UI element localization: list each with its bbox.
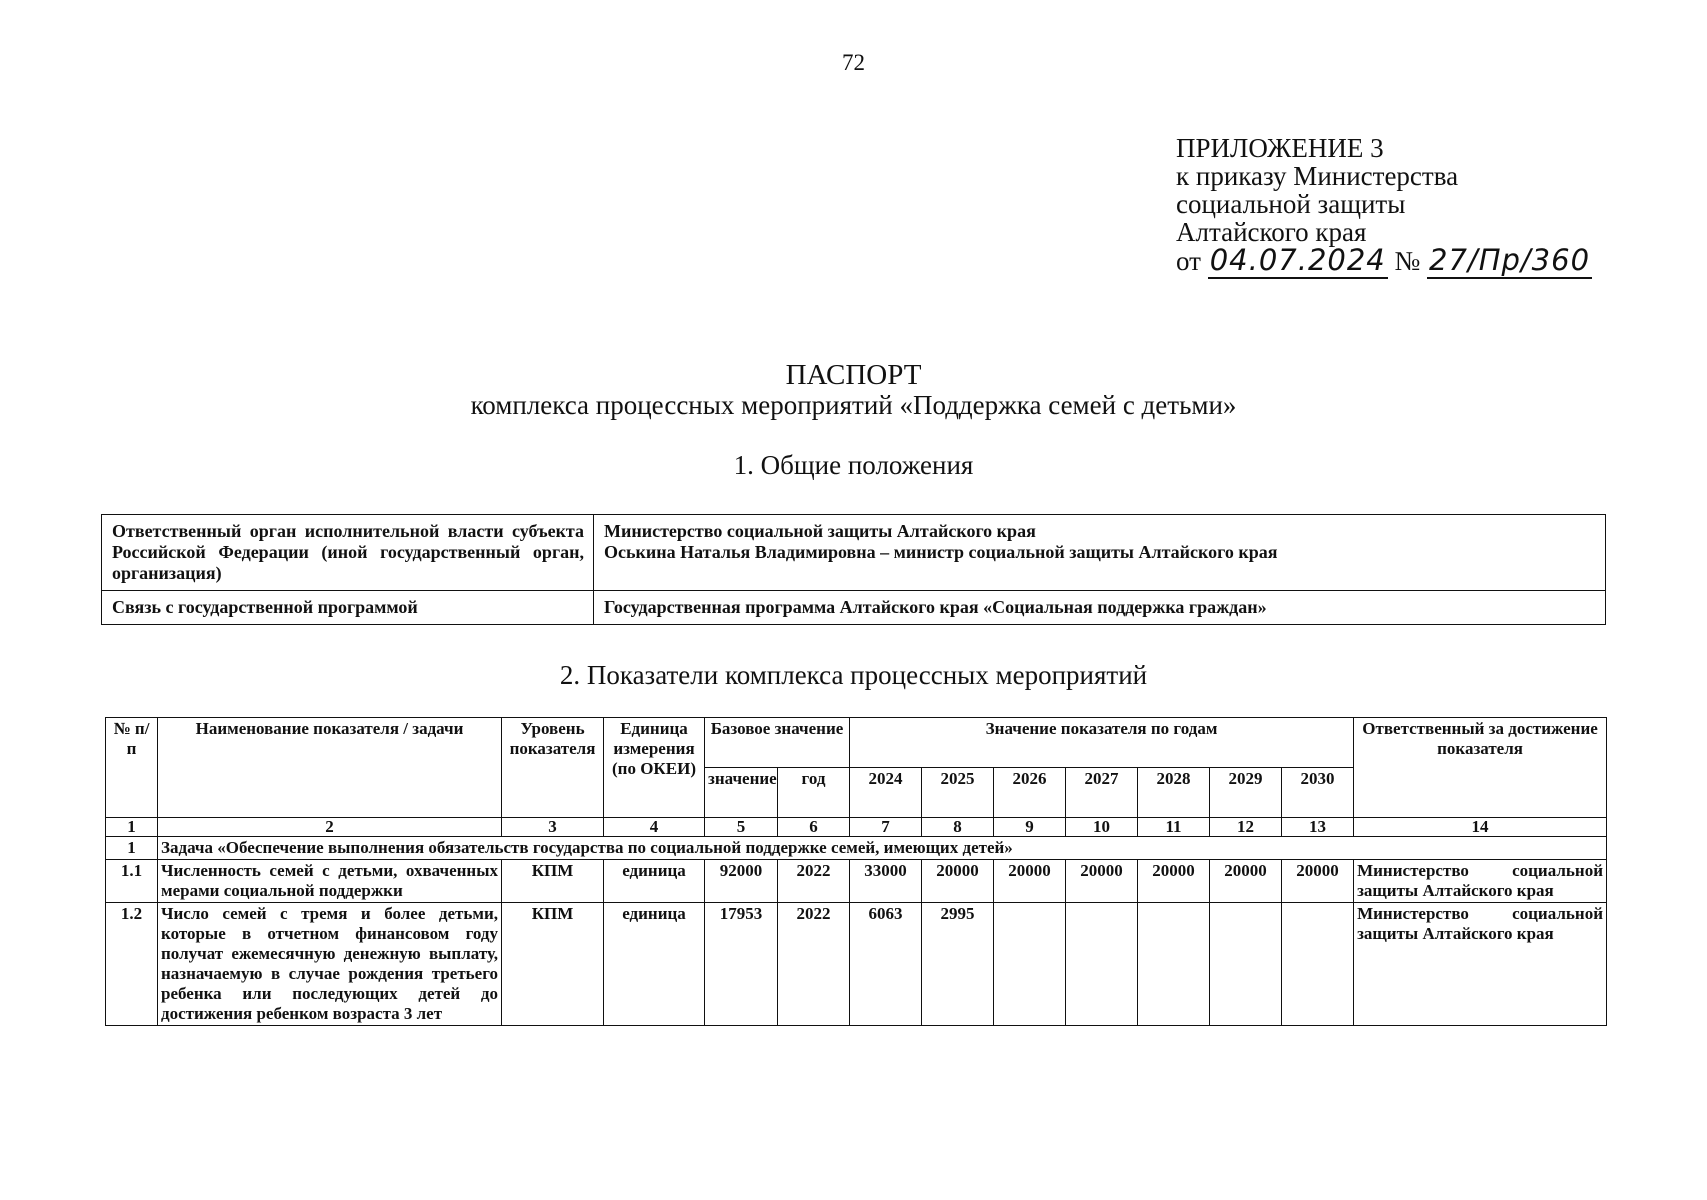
handwritten-number: 27/Пр/360 <box>1429 243 1591 277</box>
header-cell: № п/п <box>106 718 158 818</box>
column-number: 11 <box>1138 818 1210 837</box>
document-title: ПАСПОРТ <box>785 359 922 391</box>
column-number: 5 <box>705 818 778 837</box>
table-cell <box>594 515 1606 591</box>
task-row <box>106 837 1607 860</box>
section-1-heading: 1. Общие положения <box>733 450 974 480</box>
responsible: Министерство социальной защиты Алтайского края <box>1354 903 1607 1026</box>
year-value: 6063 <box>850 903 922 1026</box>
header-cell: Ответственный за достижение показателя <box>1354 718 1607 818</box>
table-cell: Ответственный орган исполнительной власти субъекта Российской Федерации (иной государственный орган, организация) <box>102 515 594 591</box>
column-number: 6 <box>778 818 850 837</box>
header-cell: значение <box>705 768 778 818</box>
section-2-heading: 2. Показатели комплекса процессных мероприятий <box>559 660 1148 690</box>
appendix-line: Алтайского края <box>1176 217 1367 247</box>
appendix-date-line <box>1176 243 1592 277</box>
indicator-level: КПМ <box>502 860 604 903</box>
header-cell: Уровень показателя <box>502 718 604 818</box>
title-block <box>0 360 1707 420</box>
column-number: 8 <box>922 818 994 837</box>
column-number: 12 <box>1210 818 1282 837</box>
appendix-title: ПРИЛОЖЕНИЕ 3 <box>1176 133 1384 163</box>
page-number: 72 <box>842 50 865 75</box>
column-number: 14 <box>1354 818 1607 837</box>
year-value: 20000 <box>922 860 994 903</box>
indicator-name: Число семей с тремя и более детьми, которые в отчетном финансовом году получат ежемесячную денежную выплату, назначаемую в случае рождения третьего ребенка или последующих детей до достижения ребенком возраста 3 лет <box>158 903 502 1026</box>
column-number: 9 <box>994 818 1066 837</box>
year-value <box>1138 903 1210 1026</box>
year-value: 20000 <box>994 860 1066 903</box>
responsible: Министерство социальной защиты Алтайского края <box>1354 860 1607 903</box>
indicator-level: КПМ <box>502 903 604 1026</box>
year-header: 2029 <box>1210 768 1282 818</box>
header-cell: Наименование показателя / задачи <box>158 718 502 818</box>
column-number: 10 <box>1066 818 1138 837</box>
header-cell: Значение показателя по годам <box>850 718 1354 768</box>
year-value: 33000 <box>850 860 922 903</box>
handwritten-date: 04.07.2024 <box>1209 243 1386 277</box>
table-cell: Связь с государственной программой <box>102 591 594 625</box>
indicators-table <box>105 717 1607 1026</box>
appendix-block <box>1176 134 1592 275</box>
column-number-row <box>106 818 1607 837</box>
year-value <box>1282 903 1354 1026</box>
column-number: 3 <box>502 818 604 837</box>
header-cell: год <box>778 768 850 818</box>
indicator-name: Численность семей с детьми, охваченных мерами социальной поддержки <box>158 860 502 903</box>
header-row <box>106 718 1607 768</box>
indicator-unit: единица <box>604 860 705 903</box>
base-value: 17953 <box>705 903 778 1026</box>
column-number: 1 <box>106 818 158 837</box>
task-number: 1 <box>106 837 158 860</box>
year-value: 20000 <box>1210 860 1282 903</box>
table-row <box>102 515 1606 591</box>
table-row <box>106 903 1607 1026</box>
year-header: 2028 <box>1138 768 1210 818</box>
year-header: 2026 <box>994 768 1066 818</box>
year-value <box>1066 903 1138 1026</box>
base-year: 2022 <box>778 903 850 1026</box>
base-year: 2022 <box>778 860 850 903</box>
row-number: 1.2 <box>106 903 158 1026</box>
year-value <box>994 903 1066 1026</box>
table-row <box>102 591 1606 625</box>
document-subtitle: комплекса процессных мероприятий «Поддержка семей с детьми» <box>470 390 1237 420</box>
year-header: 2025 <box>922 768 994 818</box>
year-value <box>1210 903 1282 1026</box>
year-value: 2995 <box>922 903 994 1026</box>
date-prefix: от <box>1176 246 1201 276</box>
header-cell: Единица измерения (по ОКЕИ) <box>604 718 705 818</box>
year-value: 20000 <box>1066 860 1138 903</box>
year-value: 20000 <box>1138 860 1210 903</box>
row-number: 1.1 <box>106 860 158 903</box>
table-cell: Государственная программа Алтайского края «Социальная поддержка граждан» <box>594 591 1606 625</box>
cell-line: Министерство социальной защиты Алтайского края <box>604 521 1036 541</box>
year-header: 2024 <box>850 768 922 818</box>
base-value: 92000 <box>705 860 778 903</box>
table-row <box>106 860 1607 903</box>
task-text: Задача «Обеспечение выполнения обязательств государства по социальной поддержке семей, имеющих детей» <box>158 837 1607 860</box>
column-number: 13 <box>1282 818 1354 837</box>
year-header: 2030 <box>1282 768 1354 818</box>
indicator-unit: единица <box>604 903 705 1026</box>
column-number: 4 <box>604 818 705 837</box>
column-number: 2 <box>158 818 502 837</box>
cell-line: Оськина Наталья Владимировна – министр социальной защиты Алтайского края <box>604 542 1278 562</box>
number-sign: № <box>1394 246 1421 276</box>
appendix-line: к приказу Министерства <box>1176 161 1459 191</box>
column-number: 7 <box>850 818 922 837</box>
year-header: 2027 <box>1066 768 1138 818</box>
general-provisions-table <box>101 514 1606 625</box>
appendix-line: социальной защиты <box>1176 189 1406 219</box>
header-cell: Базовое значение <box>705 718 850 768</box>
year-value: 20000 <box>1282 860 1354 903</box>
